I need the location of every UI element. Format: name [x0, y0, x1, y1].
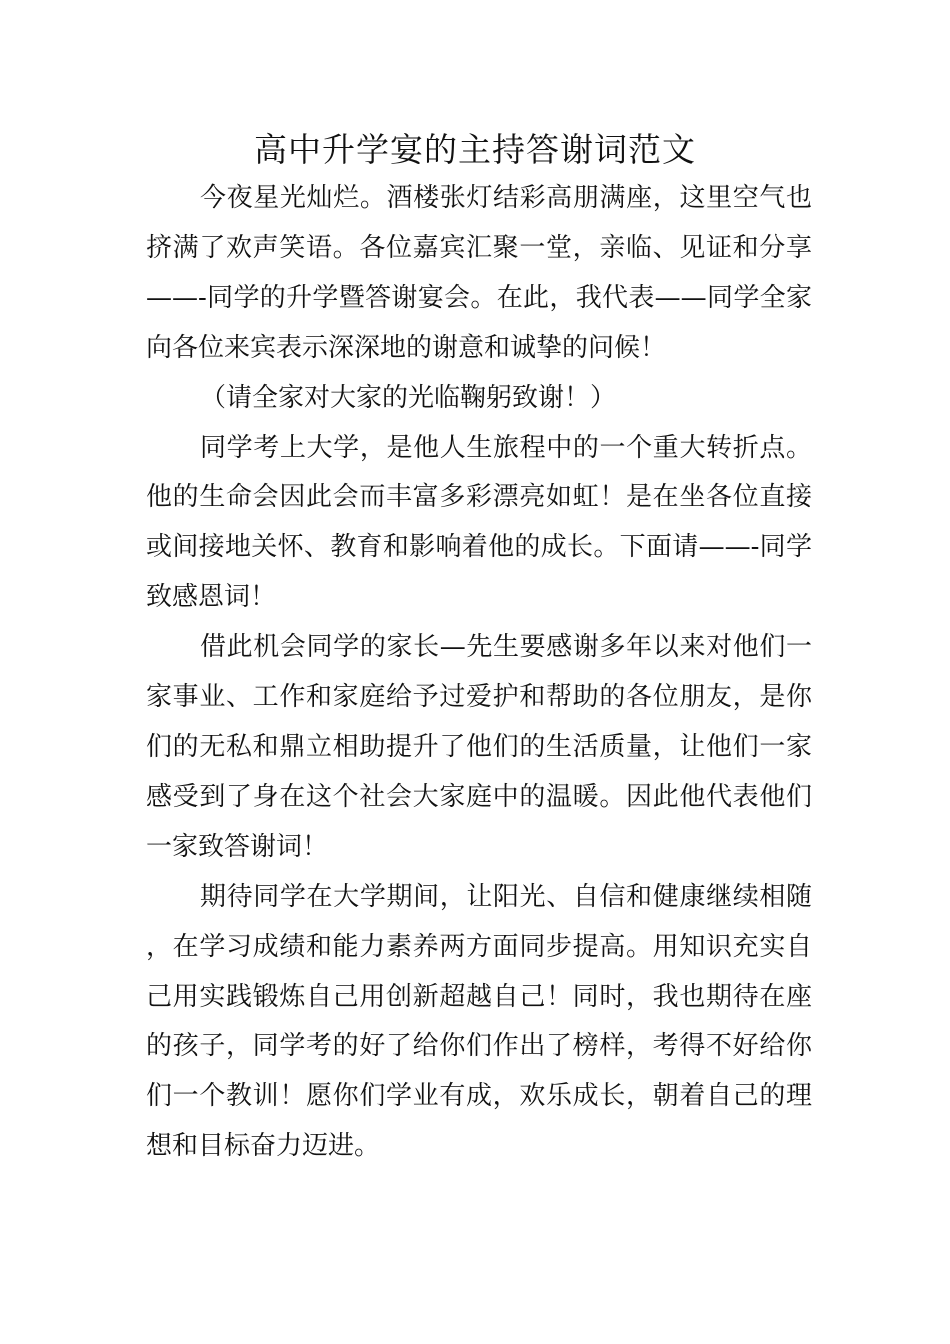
- paragraph-parents-thanks: 借此机会同学的家长—先生要感谢多年以来对他们一家事业、工作和家庭给予过爱护和帮助的各位朋友，是你们的无私和鼎立相助提升了他们的生活质量，让他们一家感受到了身在这个社会大家庭中的温暖。因此他代表他们一家致答谢词！: [146, 632, 812, 862]
- paragraph-closing-wishes: 期待同学在大学期间，让阳光、自信和健康继续相随，在学习成绩和能力素养两方面同步提高。用知识充实自己用实践锻炼自己用创新超越自己！同时，我也期待在座的孩子，同学考的好了给你们作出了榜样，考得不好给你们一个教训！愿你们学业有成，欢乐成长，朝着自己的理想和目标奋力迈进。: [146, 881, 812, 1162]
- document-body: [146, 174, 812, 1172]
- paragraph-bow-instruction: （请全家对大家的光临鞠躬致谢！）: [200, 382, 617, 413]
- document-title: 高中升学宴的主持答谢词范文: [254, 130, 696, 169]
- paragraph-turning-point: 同学考上大学，是他人生旅程中的一个重大转折点。他的生命会因此会而丰富多彩漂亮如虹！是在坐各位直接或间接地关怀、教育和影响着他的成长。下面请——-同学致感恩词！: [146, 432, 812, 613]
- paragraph-opening: 今夜星光灿烂。酒楼张灯结彩高朋满座，这里空气也挤满了欢声笑语。各位嘉宾汇聚一堂，亲临、见证和分享——-同学的升学暨答谢宴会。在此，我代表——同学全家向各位来宾表示深深地的谢意和诚挚的问候！: [146, 183, 812, 363]
